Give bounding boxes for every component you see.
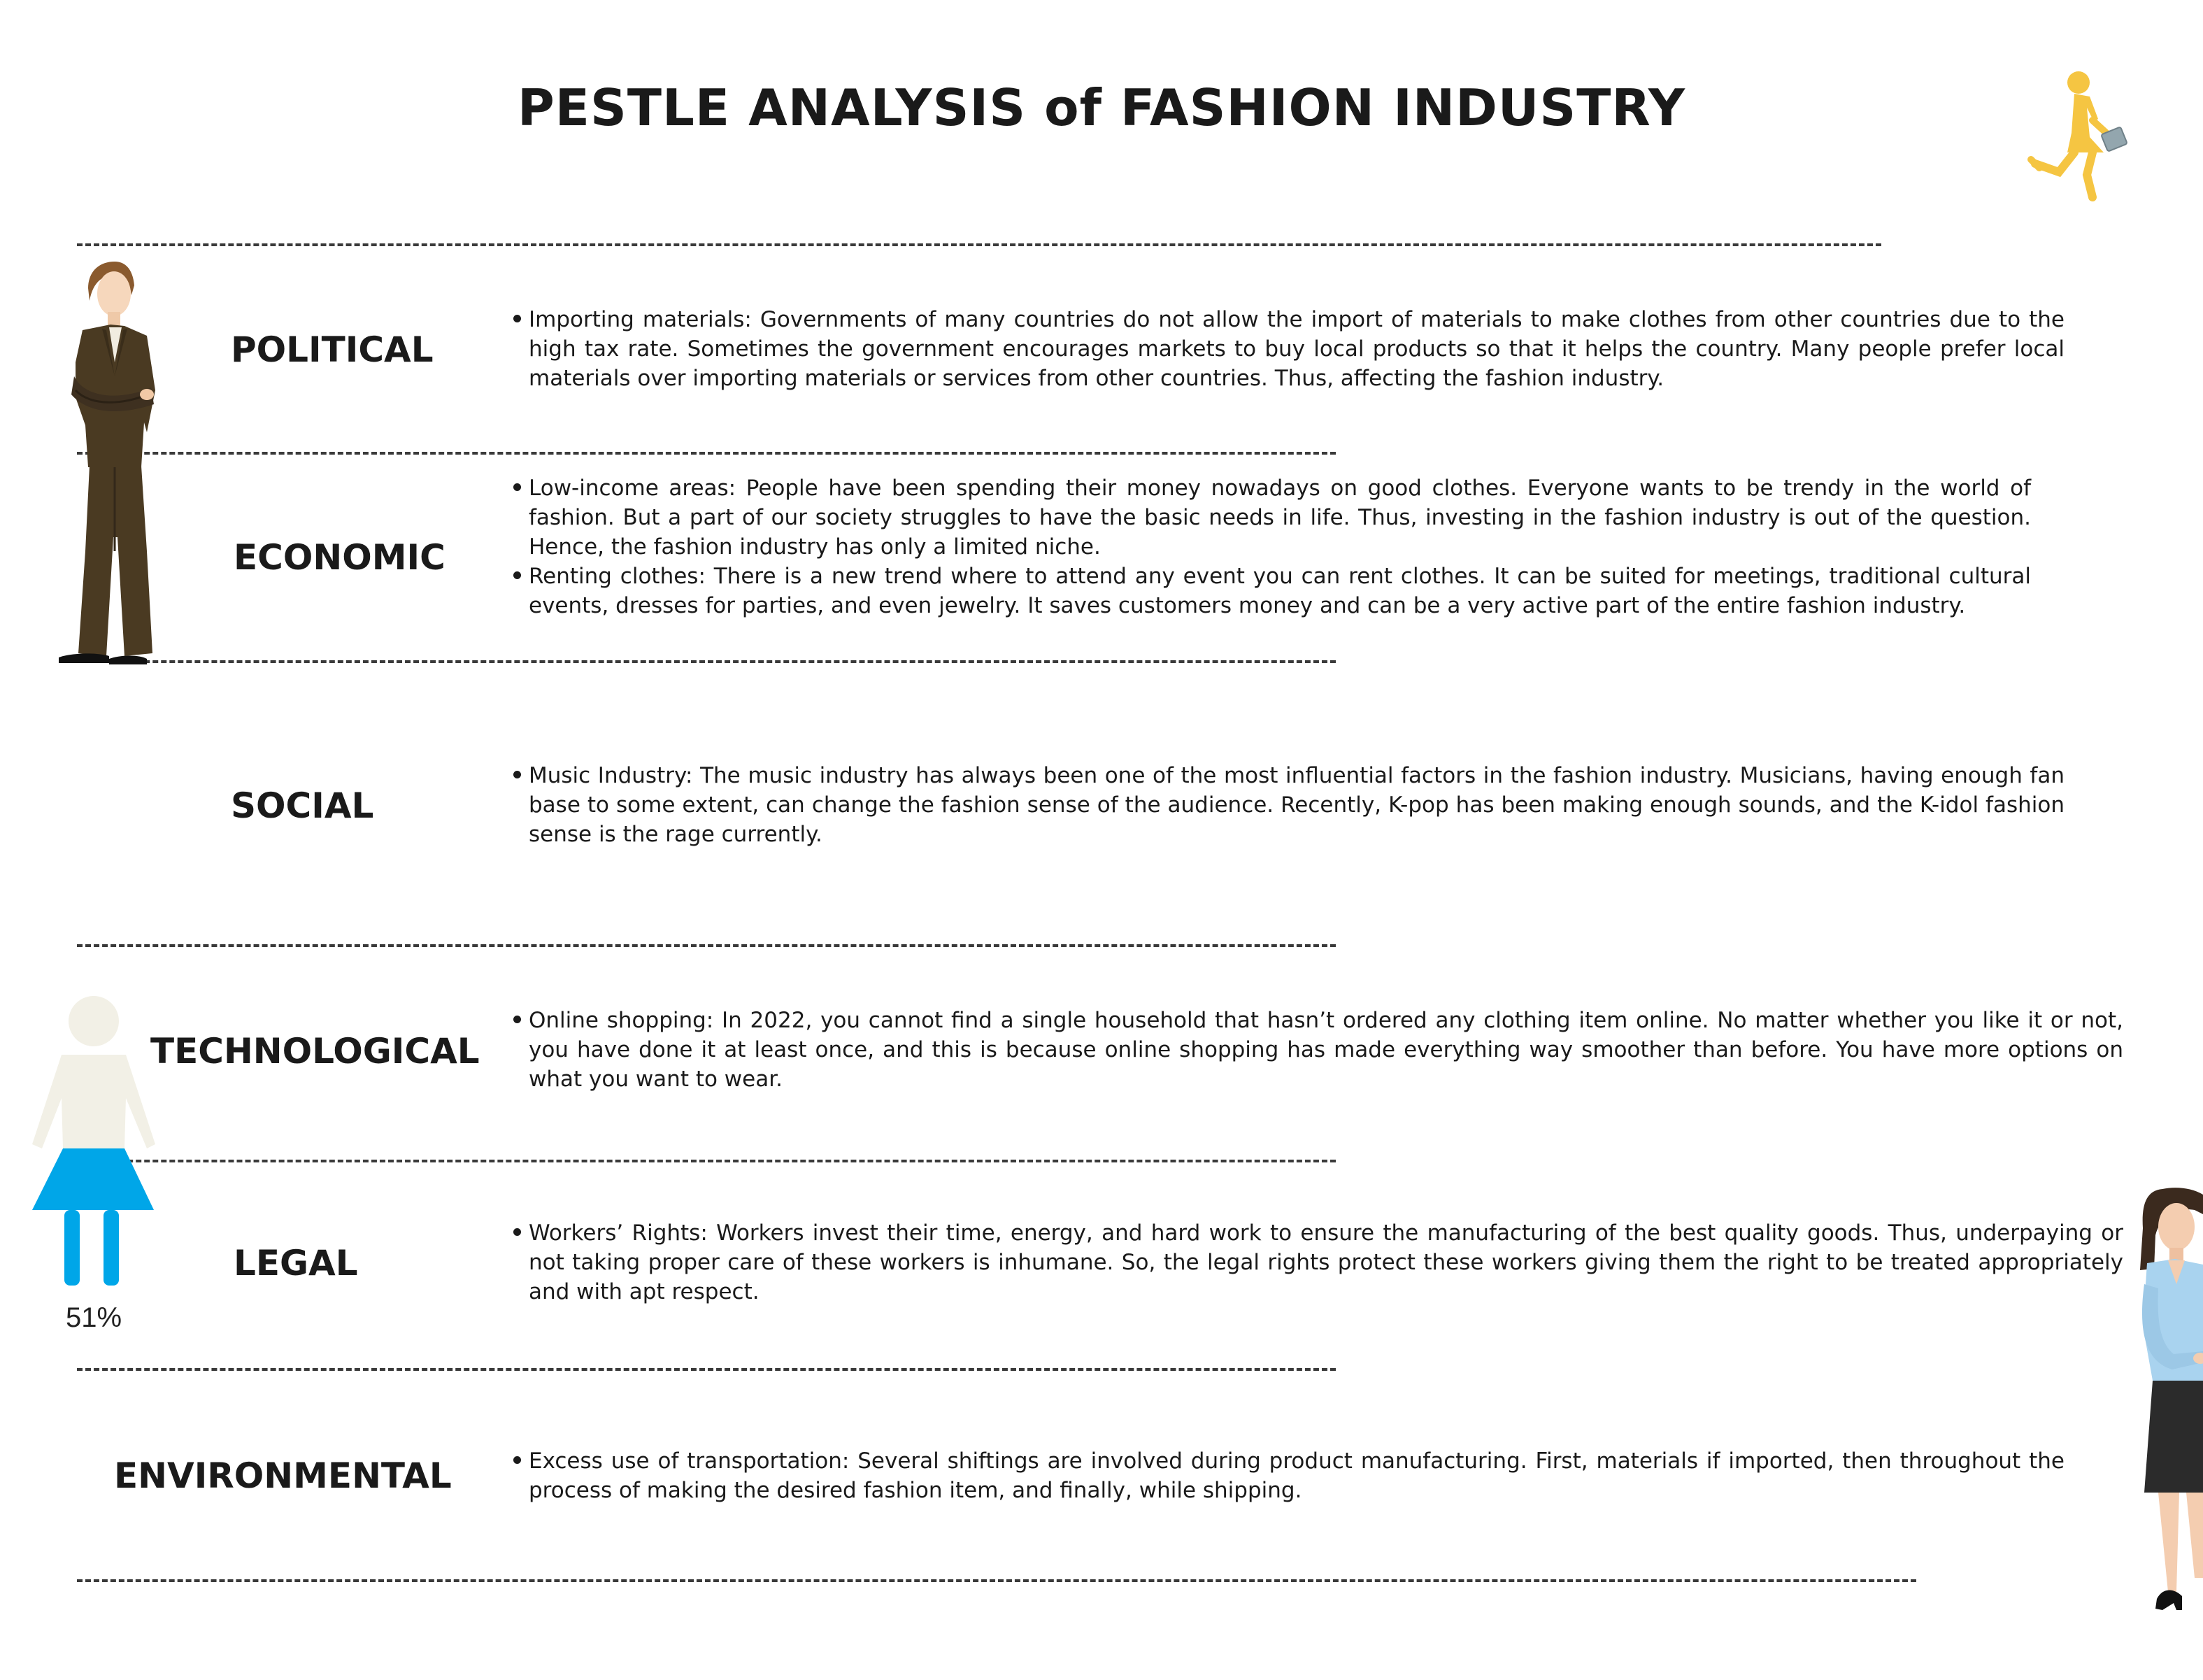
- bullet-item: Music Industry: The music industry has always been one of the most influential factors in the fashion industry. Musicians, having enough fan base to some extent, can change the fashion sense of the audience. Recently, K-pop has been making enough sounds, and the K-idol fashion sense is the rage currently.: [513, 761, 2065, 849]
- section-bullets-technological: [513, 1006, 2123, 1094]
- separator-top: [77, 243, 1881, 246]
- woman-icon-percentage: 51%: [66, 1302, 122, 1333]
- section-bullets-economic: [513, 474, 2031, 620]
- bullet-item: Excess use of transportation: Several shiftings are involved during product manufacturing. First, materials if imported, then throughout the process of making the desired fashion item, and finally, while shipping.: [513, 1446, 2065, 1505]
- woman-figure-icon: [27, 993, 164, 1301]
- running-woman-briefcase-icon: [2025, 70, 2137, 204]
- section-label-social: SOCIAL: [231, 785, 374, 826]
- section-bullets-political: [513, 305, 2065, 393]
- section-label-economic: ECONOMIC: [234, 537, 445, 578]
- separator-technological-legal: [77, 1160, 1336, 1162]
- page-title: PESTLE ANALYSIS of FASHION INDUSTRY: [518, 78, 1685, 137]
- section-label-technological: TECHNOLOGICAL: [150, 1031, 480, 1072]
- bullet-item: Low-income areas: People have been spending their money nowadays on good clothes. Everyone wants to be trendy in the world of fashion. But a part of our society struggles to have the basic needs in life. Thus, investing in the fashion industry is out of the question. Hence, the fashion industry has only a limited niche.: [513, 474, 2031, 562]
- section-bullets-legal: [513, 1218, 2123, 1307]
- bullet-item: Importing materials: Governments of many countries do not allow the import of materials to make clothes from other countries due to the high tax rate. Sometimes the government encourages markets to buy local products so that it helps the country. Many people prefer local materials over importing materials or services from other countries. Thus, affecting the fashion industry.: [513, 305, 2065, 393]
- bullet-item: Online shopping: In 2022, you cannot find a single household that hasn’t ordered any clothing item online. No matter whether you like it or not, you have done it at least once, and this is because online shopping has made everything way smoother than before. You have more options on what you want to wear.: [513, 1006, 2123, 1094]
- section-label-political: POLITICAL: [231, 329, 434, 370]
- separator-political-economic: [77, 452, 1336, 455]
- businesswoman-blue-blouse-illustration: [2130, 1186, 2203, 1617]
- businesswoman-suit-illustration: [42, 257, 175, 670]
- bullet-item: Renting clothes: There is a new trend where to attend any event you can rent clothes. It can be suited for meetings, traditional cultural events, dresses for parties, and even jewelry. It saves customers money and can be a very active part of the entire fashion industry.: [513, 562, 2031, 620]
- separator-legal-environmental: [77, 1368, 1336, 1371]
- section-bullets-social: [513, 761, 2065, 849]
- separator-economic-social: [77, 660, 1336, 663]
- section-label-environmental: ENVIRONMENTAL: [114, 1455, 452, 1496]
- separator-bottom: [77, 1579, 1916, 1582]
- section-bullets-environmental: [513, 1446, 2065, 1505]
- separator-social-technological: [77, 944, 1336, 947]
- section-label-legal: LEGAL: [234, 1243, 358, 1283]
- bullet-item: Workers’ Rights: Workers invest their time, energy, and hard work to ensure the manufacturing of the best quality goods. Thus, underpaying or not taking proper care of these workers is inhumane. So, the legal rights protect these workers giving them the right to be treated appropriately and with apt respect.: [513, 1218, 2123, 1307]
